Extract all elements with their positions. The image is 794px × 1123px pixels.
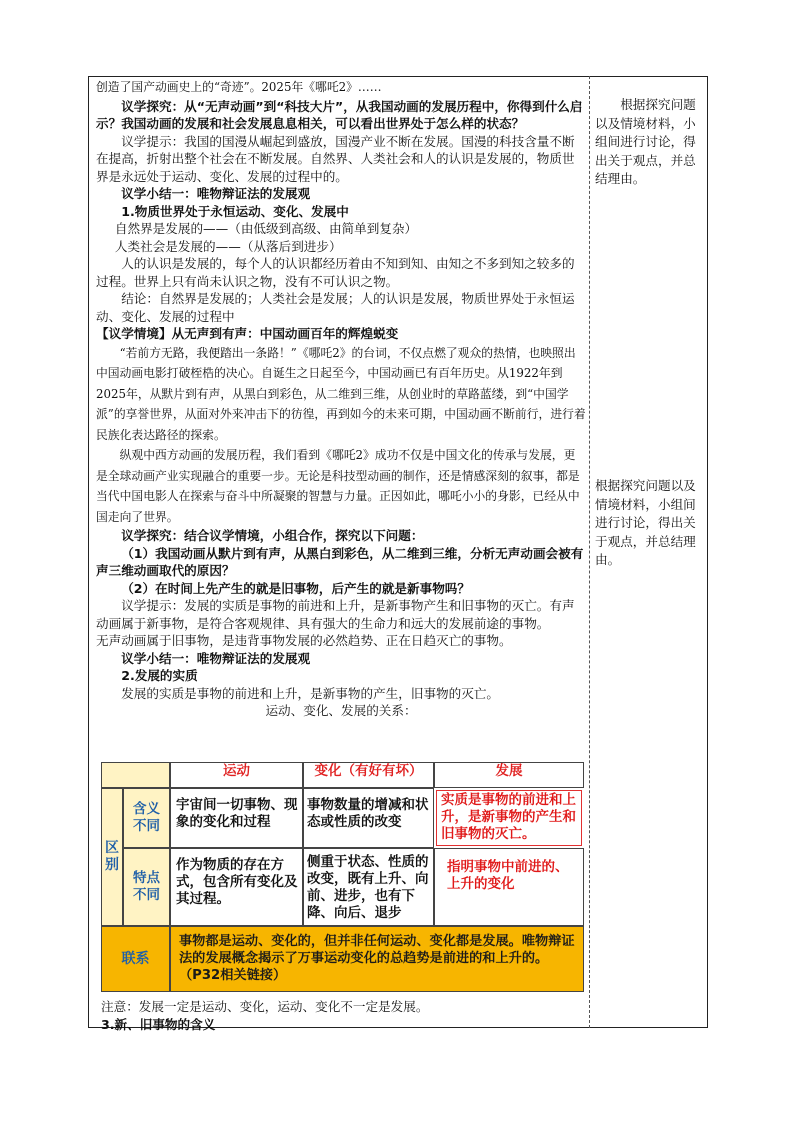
row-label-feature: 特点不同 xyxy=(123,848,170,926)
row-label-link: 联系 xyxy=(101,926,170,992)
scenario-paragraph: “若前方无路，我便踏出一条路！”《哪吒2》的台词，不仅点燃了观众的热情，也映照出中国动画电影打破桎梏的决心。自诞生之日起至今，中国动画已有百年历史。从1922年到2025年，从默片到有声，从黑白到彩色，从二维到三维，从创业时的草路蓝缕，到“中国学派”的享誉世界，从面对外来冲击下的彷徨，再到如今的未来可期，中国动画不断前行，进行着民族化表达路径的探索。 xyxy=(96,345,586,442)
relation-caption: 运动、变化、发展的关系： xyxy=(265,703,417,718)
text-line: 人类社会是发展的——（从落后到进步） xyxy=(114,238,342,254)
cell-development-feature-box xyxy=(434,848,584,926)
row-label-meaning: 含义不同 xyxy=(123,788,170,848)
cell-change-feature: 侧重于状态、性质的改变，既有上升、向前、进步，也有下降、向后、退步 xyxy=(303,848,434,926)
text-paragraph: 人的认识是发展的，每个人的认识都经历着由不知到知、由知之不多到知之较多的过程。世界上只有尚未认识之物，没有不可认识之物。 xyxy=(96,256,575,289)
inquiry-hint: 议学提示：我国的国漫从崛起到盛放，国漫产业不断在发展。国漫的科技含量不断在提高，折射出整个社会在不断发展。自然界、人类社会和人的认识是发展的，物质世界是永远处于运动、变化、发展的过程中的。 xyxy=(96,133,575,184)
cell-development-feature: 指明事物中前进的、上升的变化 xyxy=(447,859,569,892)
point-heading: 1.物质世界处于永恒运动、变化、发展中 xyxy=(121,203,349,219)
next-heading: 3.新、旧事物的含义 xyxy=(101,1017,216,1032)
summary-heading: 议学小结一：唯物辩证法的发展观 xyxy=(121,650,311,666)
cell-motion-feature: 作为物质的存在方式，包含所有变化及其过程。 xyxy=(170,848,303,926)
cell-link: 事物都是运动、变化的，但并非任何运动、变化都是发展。唯物辩证法的发展概念揭示了万事运动变化的总趋势是前进的和上升的。（P32相关链接） xyxy=(170,926,584,992)
question-1: （1）我国动画从默片到有声，从黑白到彩色，从二维到三维，分析无声动画会被有声三维动画取代的原因？ xyxy=(96,545,584,578)
group-label-difference: 区别 xyxy=(101,788,123,926)
text-paragraph: 无声动画属于旧事物，是违背事物发展的必然趋势、正在日趋灭亡的事物。 xyxy=(96,633,512,648)
cell-development-meaning: 实质是事物的前进和上升，是新事物的产生和旧事物的灭亡。 xyxy=(436,790,582,846)
scenario-heading: 【议学情境】从无声到有声：中国动画百年的辉煌蜕变 xyxy=(96,326,399,341)
inquiry-question: 议学探究：从“无声动画”到“科技大片”，从我国动画的发展历程中，你得到什么启示？我国动画的发展和社会发展息息相关，可以看出世界处于怎么样的状态？ xyxy=(96,98,583,131)
conclusion: 结论：自然界是发展的；人类社会是发展；人的认识是发展，物质世界处于永恒运动、变化、发展的过程中 xyxy=(96,291,575,324)
comparison-table xyxy=(101,762,584,994)
table-corner xyxy=(101,762,170,788)
header-motion: 运动 xyxy=(170,762,303,788)
main-column xyxy=(96,77,586,720)
side-note-1: 根据探究问题以及情境材料，小组间进行讨论，得出关于观点，并总结理由。 xyxy=(595,97,696,186)
summary-heading: 议学小结一：唯物辩证法的发展观 xyxy=(121,186,311,201)
cell-change-meaning: 事物数量的增减和状态或性质的改变 xyxy=(303,788,434,848)
text-line: 创造了国产动画史上的“奇迹”。2025年《哪吒2》…… xyxy=(96,80,382,94)
header-development: 发展 xyxy=(434,762,584,788)
footer-note: 注意：发展一定是运动、变化，运动、变化不一定是发展。 xyxy=(101,999,429,1014)
header-change: 变化（有好有坏） xyxy=(303,762,434,788)
text-line: 自然界是发展的——（由低级到高级、由简单到复杂） xyxy=(114,221,418,236)
question-2: （2）在时间上先产生的就是旧事物，后产生的就是新事物吗？ xyxy=(121,580,470,596)
cell-motion-meaning: 宇宙间一切事物、现象的变化和过程 xyxy=(170,788,303,848)
text-line: 发展的实质是事物的前进和上升，是新事物的产生，旧事物的灭亡。 xyxy=(121,685,499,701)
column-divider xyxy=(589,76,590,1028)
side-note-2: 根据探究问题以及情境材料，小组间进行讨论，得出关于观点，并总结理由。 xyxy=(595,478,696,567)
scenario-paragraph: 纵观中西方动画的发展历程，我们看到《哪吒2》成功不仅是中国文化的传承与发展，更是全球动画产业实现融合的重要一步。无论是科技型动画的制作，还是情感深刻的叙事，都是当代中国电影人在探索与奋斗中所凝聚的智慧与力量。正因如此，哪吒小小的身影，已经从中国走向了世界。 xyxy=(96,448,580,524)
inquiry-hint: 议学提示：发展的实质是事物的前进和上升，是新事物产生和旧事物的灭亡。有声动画属于新事物，是符合客观规律、具有强大的生命力和远大的发展前途的事物。 xyxy=(96,598,575,631)
point-heading: 2.发展的实质 xyxy=(121,668,198,683)
inquiry-heading: 议学探究：结合议学情境，小组合作，探究以下问题： xyxy=(121,528,424,543)
